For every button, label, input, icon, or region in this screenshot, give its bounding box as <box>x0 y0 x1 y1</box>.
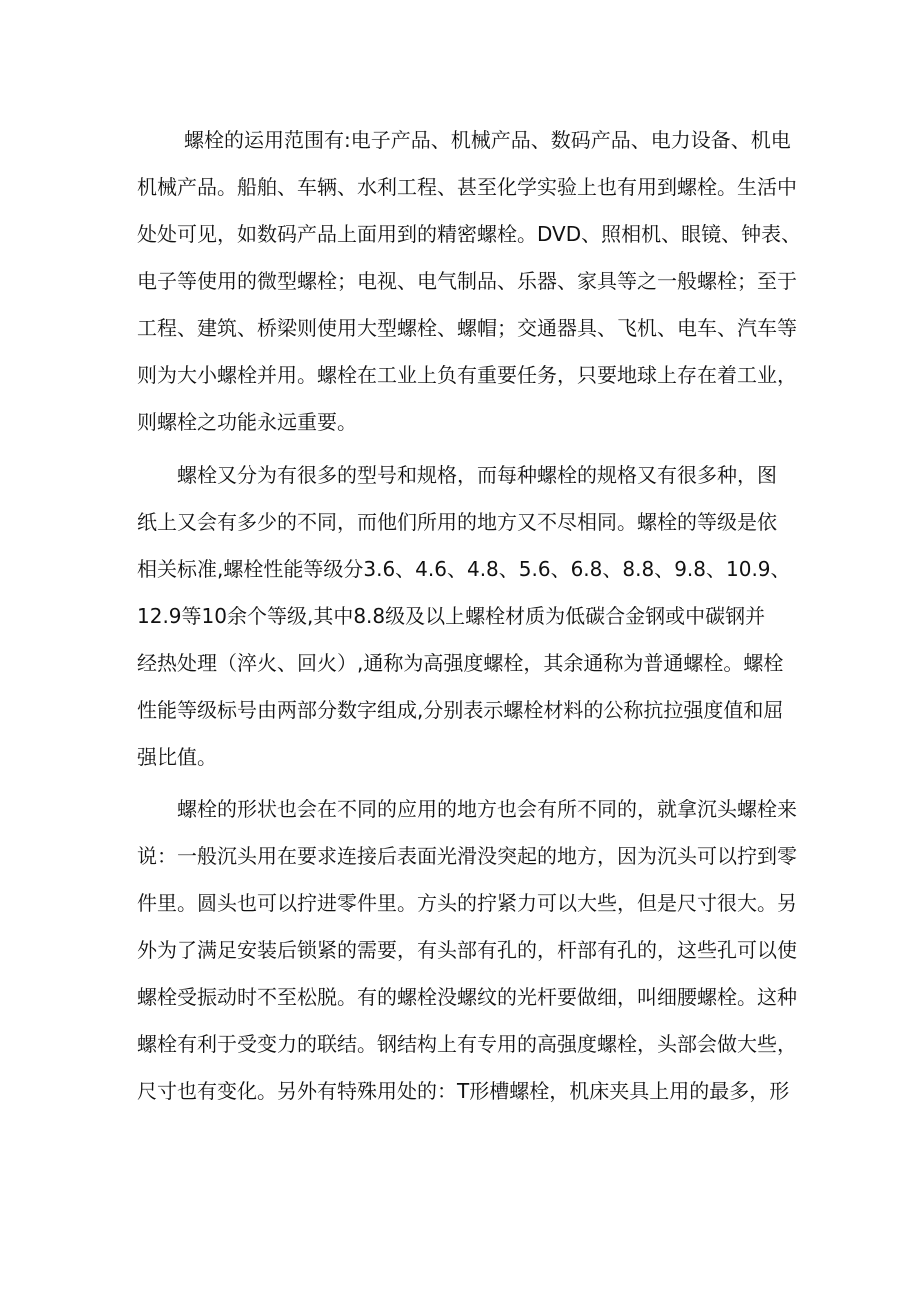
paragraph-line: 工程、建筑、桥梁则使用大型螺栓、螺帽；交通器具、飞机、电车、汽车等 <box>137 316 797 340</box>
paragraph-line: 机械产品。船舶、车辆、水利工程、甚至化学实验上也有用到螺栓。生活中 <box>137 175 797 199</box>
paragraph-line: 则为大小螺栓并用。螺栓在工业上负有重要任务，只要地球上存在着工业， <box>137 363 797 387</box>
paragraph-line: 性能等级标号由两部分数字组成,分别表示螺栓材料的公称抗拉强度值和屈 <box>137 698 784 722</box>
paragraph-line: 螺栓受振动时不至松脱。有的螺栓没螺纹的光杆要做细，叫细腰螺栓。这种 <box>137 985 797 1009</box>
paragraph-line: 外为了满足安装后锁紧的需要，有头部有孔的，杆部有孔的，这些孔可以使 <box>137 938 797 962</box>
paragraph-line: 螺栓又分为有很多的型号和规格，而每种螺栓的规格又有很多种，图 <box>177 463 777 487</box>
paragraph-line: 螺栓的形状也会在不同的应用的地方也会有所不同的，就拿沉头螺栓来 <box>177 797 797 821</box>
paragraph-line: 相关标准,螺栓性能等级分3.6、4.6、4.8、5.6、6.8、8.8、9.8、10.9、 <box>137 557 791 581</box>
paragraph-line: 则螺栓之功能永远重要。 <box>137 410 357 434</box>
paragraph-line: 说：一般沉头用在要求连接后表面光滑没突起的地方，因为沉头可以拧到零 <box>137 844 797 868</box>
paragraph-line: 强比值。 <box>137 745 217 769</box>
paragraph-line: 处处可见，如数码产品上面用到的精密螺栓。DVD、照相机、眼镜、钟表、 <box>137 222 802 246</box>
paragraph-line: 12.9等10余个等级,其中8.8级及以上螺栓材质为低碳合金钢或中碳钢并 <box>137 604 766 628</box>
paragraph-line: 经热处理（淬火、回火）,通称为高强度螺栓，其余通称为普通螺栓。螺栓 <box>137 651 784 675</box>
paragraph-line: 件里。圆头也可以拧进零件里。方头的拧紧力可以大些，但是尺寸很大。另 <box>137 891 797 915</box>
paragraph-line: 尺寸也有变化。另外有特殊用处的：T形槽螺栓，机床夹具上用的最多，形 <box>137 1079 790 1103</box>
paragraph-line: 电子等使用的微型螺栓；电视、电气制品、乐器、家具等之一般螺栓；至于 <box>137 269 797 293</box>
paragraph-line: 螺栓的运用范围有:电子产品、机械产品、数码产品、电力设备、机电 <box>184 128 791 152</box>
paragraph-line: 螺栓有利于受变力的联结。钢结构上有专用的高强度螺栓，头部会做大些， <box>137 1032 797 1056</box>
paragraph-line: 纸上又会有多少的不同，而他们所用的地方又不尽相同。螺栓的等级是依 <box>137 510 777 534</box>
